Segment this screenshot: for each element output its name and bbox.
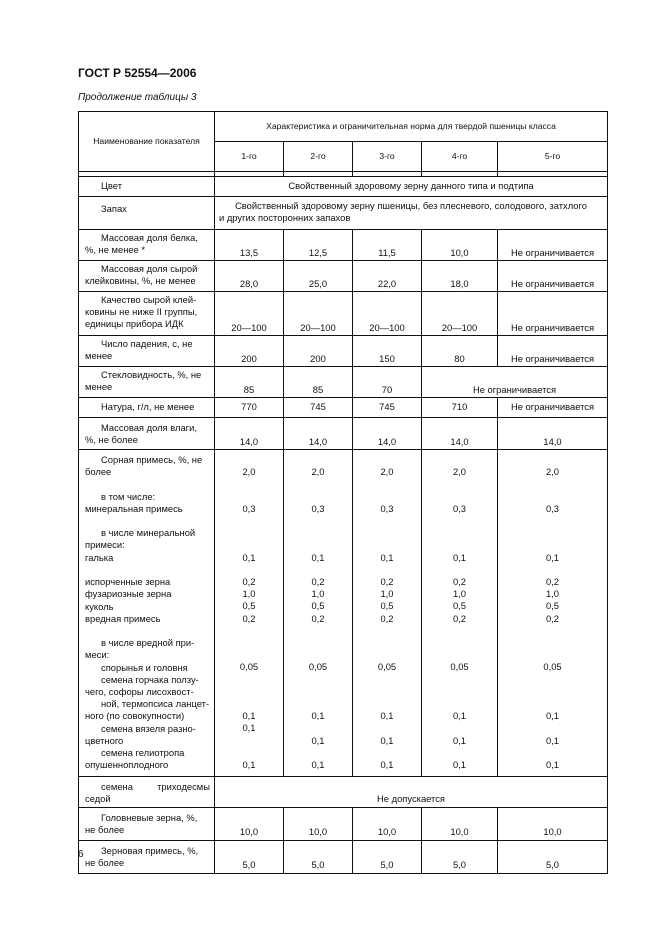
value-line: 0,2 <box>545 575 560 587</box>
row-name <box>79 261 215 292</box>
value-line <box>284 686 352 698</box>
cell-class-3: 14,0 <box>353 418 422 450</box>
cell-class-3: 5,0 <box>353 840 422 873</box>
value-line <box>284 674 352 686</box>
value-line <box>498 747 607 759</box>
cell-class-2: 745 <box>284 398 353 418</box>
value-line: 0,1 <box>311 710 325 722</box>
value-line: 0,2 <box>380 612 394 624</box>
cell-class-3: 150 <box>353 336 422 367</box>
value-line <box>498 698 607 710</box>
table-row <box>79 776 608 807</box>
name-line: клейковины, %, не менее <box>85 275 196 287</box>
value-line: 0,1 <box>311 734 325 746</box>
value-line <box>353 637 421 649</box>
cell-class-2: 85 <box>284 367 353 398</box>
name-line: Сорная примесь, %, не <box>101 454 203 465</box>
name-line: семена триходесмы <box>101 780 210 792</box>
name-line: седой <box>85 792 111 804</box>
name-line: фузариозные зерна <box>85 588 172 600</box>
value-line: 0,1 <box>380 734 394 746</box>
cell-class-5: Не ограничивается <box>498 336 608 367</box>
cell-class-5: Не ограничивается <box>498 292 608 336</box>
value-line: 0,05 <box>450 661 469 673</box>
value-line: 1,0 <box>311 588 325 600</box>
cell-class-5 <box>498 450 608 777</box>
value-line: 2,0 <box>452 466 467 478</box>
name-line: семена вязеля разно- <box>101 722 196 734</box>
value-line <box>215 747 283 759</box>
value-line <box>422 674 497 686</box>
value-line: 0,2 <box>545 612 560 624</box>
name-line: галька <box>85 551 114 563</box>
name-line: примеси: <box>85 539 125 551</box>
table-row <box>79 336 608 367</box>
value-line: 0,1 <box>452 551 467 563</box>
name-line: не более <box>85 856 125 868</box>
value-line <box>215 674 283 686</box>
quality-table <box>78 111 608 874</box>
cell-class-5: 10,0 <box>498 807 608 840</box>
value-line <box>215 539 283 551</box>
value-line: 0,1 <box>452 734 467 746</box>
value-line <box>353 625 421 637</box>
value-line <box>284 527 352 539</box>
cell-class-2: 20—100 <box>284 292 353 336</box>
name-line: ковины не ниже II группы, <box>85 306 198 318</box>
table-row <box>79 292 608 336</box>
value-line <box>498 539 607 551</box>
value-line: 0,1 <box>545 734 560 746</box>
name-line: ного (по совокупности) <box>85 710 185 722</box>
name-line: Стекловидность, %, не <box>101 369 202 380</box>
value-line <box>284 649 352 661</box>
name-line: куколь <box>85 600 114 612</box>
value-line <box>498 637 607 649</box>
row-span-value: Свойственный здоровому зерну данного типа и подтипа <box>215 177 608 197</box>
cell-class-5: Не ограничивается <box>498 261 608 292</box>
name-line <box>85 478 210 490</box>
cell-class-5: 5,0 <box>498 840 608 873</box>
value-line: 0,05 <box>377 661 397 673</box>
value-line <box>215 515 283 527</box>
value-line: 0,05 <box>239 661 259 673</box>
cell-class-4: 20—100 <box>422 292 498 336</box>
value-line <box>422 454 497 466</box>
value-line: 0,2 <box>242 575 256 587</box>
cell-class-5: 14,0 <box>498 418 608 450</box>
value-line: 0,1 <box>452 710 467 722</box>
row-name: Цвет <box>79 177 215 197</box>
value-line <box>422 491 497 503</box>
cell-class-4 <box>422 450 498 777</box>
value-line <box>422 747 497 759</box>
header-group: Характеристика и ограничительная норма для твердой пшеницы класса <box>215 112 608 142</box>
value-line: 2,0 <box>545 466 560 478</box>
row-name: Запах <box>79 197 215 230</box>
cell-class-1 <box>215 450 284 777</box>
cell-class-2: 200 <box>284 336 353 367</box>
value-line <box>215 698 283 710</box>
cell-class-2: 14,0 <box>284 418 353 450</box>
value-line: 0,3 <box>242 502 256 514</box>
value-line <box>498 564 607 576</box>
table-row <box>79 197 608 230</box>
cell-class-2: 25,0 <box>284 261 353 292</box>
name-line: спорынья и головня <box>101 661 188 673</box>
value-line <box>353 491 421 503</box>
name-line <box>85 515 210 527</box>
name-line: цветного <box>85 734 124 746</box>
value-line <box>353 649 421 661</box>
value-line <box>422 515 497 527</box>
value-line: 0,1 <box>242 722 256 734</box>
value-line: 0,3 <box>311 502 325 514</box>
value-line: 0,1 <box>380 710 394 722</box>
value-line <box>284 722 352 734</box>
value-line <box>498 625 607 637</box>
name-line: менее <box>85 350 113 362</box>
page-number: 6 <box>78 849 84 860</box>
value-line <box>422 527 497 539</box>
cell-class-3: 11,5 <box>353 230 422 261</box>
cell-class-2: 10,0 <box>284 807 353 840</box>
value-line: 0,1 <box>452 759 467 770</box>
value-line: 0,5 <box>311 600 325 612</box>
value-line: 0,3 <box>545 502 560 514</box>
row-name <box>79 840 215 873</box>
value-line <box>422 564 497 576</box>
cell-class-4: 14,0 <box>422 418 498 450</box>
name-line: Качество сырой клей- <box>101 294 197 305</box>
value-line: 0,2 <box>311 612 325 624</box>
value-line <box>353 564 421 576</box>
value-line <box>284 637 352 649</box>
cell-class-1: 28,0 <box>215 261 284 292</box>
cell-class-5: Не ограничивается <box>498 230 608 261</box>
name-line: не более <box>85 823 125 835</box>
value-line: 2,0 <box>380 466 394 478</box>
cell-class-1: 200 <box>215 336 284 367</box>
cell-class-3: 22,0 <box>353 261 422 292</box>
cell-class-4: 710 <box>422 398 498 418</box>
row-name <box>79 450 215 777</box>
cell-class-2: 5,0 <box>284 840 353 873</box>
name-line: Массовая доля влаги, <box>101 422 197 433</box>
name-line: чего, софоры лисохвост- <box>85 686 194 698</box>
value-line: 1,0 <box>452 588 467 600</box>
value-line: 0,5 <box>545 600 560 612</box>
value-line <box>284 478 352 490</box>
name-line: менее <box>85 381 113 393</box>
value-line <box>422 637 497 649</box>
value-line <box>353 515 421 527</box>
value-line: 1,0 <box>380 588 394 600</box>
name-line: меси: <box>85 649 110 661</box>
value-line: 0,1 <box>311 759 325 770</box>
value-line <box>498 491 607 503</box>
cell-class-1: 5,0 <box>215 840 284 873</box>
name-line: испорченные зерна <box>85 576 171 588</box>
value-line <box>353 698 421 710</box>
value-line <box>353 747 421 759</box>
cell-class-4: 10,0 <box>422 807 498 840</box>
value-line: 0,1 <box>380 551 394 563</box>
cell-class-4: 5,0 <box>422 840 498 873</box>
table-row <box>79 177 608 197</box>
value-line: 0,1 <box>380 759 394 770</box>
value-line <box>498 674 607 686</box>
value-line: 0,5 <box>452 600 467 612</box>
value-line <box>422 698 497 710</box>
value-line: 0,1 <box>311 551 325 563</box>
value-line <box>422 686 497 698</box>
value-line: 0,2 <box>452 575 467 587</box>
value-line: 0,2 <box>380 575 394 587</box>
table-row <box>79 418 608 450</box>
table-row <box>79 840 608 873</box>
name-line: Число падения, с, не <box>101 338 193 349</box>
value-line: 0,2 <box>242 612 256 624</box>
value-line <box>215 735 283 747</box>
table-row <box>79 398 608 418</box>
name-line: %, не менее * <box>85 244 146 256</box>
cell-class-1: 14,0 <box>215 418 284 450</box>
name-line <box>85 625 210 637</box>
value-line: 0,3 <box>452 502 467 514</box>
value-line <box>422 649 497 661</box>
value-line <box>422 539 497 551</box>
header-class-4: 4-го <box>422 142 498 172</box>
cell-class-3: 20—100 <box>353 292 422 336</box>
value-line: 0,05 <box>308 661 328 673</box>
name-line: Массовая доля сырой <box>101 263 198 274</box>
value-line <box>215 478 283 490</box>
table-row <box>79 807 608 840</box>
value-line: 0,1 <box>545 551 560 563</box>
name-line: ной, термопсиса ланцет- <box>101 698 210 710</box>
value-line <box>215 454 283 466</box>
name-line: семена горчака ползу- <box>101 673 199 685</box>
smell-line-1: Свойственный здоровому зерну пшеницы, без плесневого, солодового, затхлого <box>235 200 587 211</box>
header-name-col: Наименование показателя <box>79 112 215 172</box>
value-line <box>498 478 607 490</box>
value-line: 2,0 <box>311 466 325 478</box>
value-line: 0,1 <box>545 710 560 722</box>
value-line: 0,05 <box>543 661 562 673</box>
smell-line-2: и других посторонних запахов <box>219 212 351 224</box>
value-line <box>498 722 607 734</box>
value-line <box>498 454 607 466</box>
value-line <box>215 625 283 637</box>
value-line <box>284 747 352 759</box>
row-span-value: Не допускается <box>215 776 608 807</box>
row-name <box>79 336 215 367</box>
header-class-5: 5-го <box>498 142 608 172</box>
name-line: Зерновая примесь, %, <box>101 844 199 856</box>
table-row <box>79 230 608 261</box>
value-line: 0,2 <box>452 612 467 624</box>
cell-class-3: 745 <box>353 398 422 418</box>
value-line <box>498 527 607 539</box>
row-name <box>79 292 215 336</box>
row-name <box>79 230 215 261</box>
row-span-value <box>215 197 608 230</box>
cell-class-3 <box>353 450 422 777</box>
cell-class-4: 80 <box>422 336 498 367</box>
name-line: %, не более <box>85 434 138 446</box>
cell-class-4-5: Не ограничивается <box>422 367 608 398</box>
cell-class-1: 10,0 <box>215 807 284 840</box>
name-line: в том числе: <box>101 490 156 502</box>
row-name <box>79 418 215 450</box>
value-line <box>498 515 607 527</box>
value-line <box>353 539 421 551</box>
value-line <box>353 454 421 466</box>
value-line <box>353 674 421 686</box>
row-name: Натура, г/л, не менее <box>79 398 215 418</box>
name-line: единицы прибора ИДК <box>85 318 184 330</box>
value-line <box>284 454 352 466</box>
name-line: семена гелиотропа <box>101 747 185 759</box>
row-name <box>79 776 215 807</box>
value-line <box>284 491 352 503</box>
name-line: вредная примесь <box>85 612 161 624</box>
value-line <box>215 564 283 576</box>
name-line: в числе минеральной <box>101 527 196 539</box>
value-line <box>215 491 283 503</box>
table-row-weed <box>79 450 608 777</box>
value-line <box>215 527 283 539</box>
name-line <box>85 564 210 576</box>
value-line: 0,2 <box>311 575 325 587</box>
value-line: 1,0 <box>242 588 256 600</box>
table-caption: Продолжение таблицы 3 <box>78 92 197 103</box>
value-line: 0,5 <box>380 600 394 612</box>
cell-class-1: 20—100 <box>215 292 284 336</box>
cell-class-1: 770 <box>215 398 284 418</box>
cell-class-4: 10,0 <box>422 230 498 261</box>
value-line <box>215 686 283 698</box>
cell-class-4: 18,0 <box>422 261 498 292</box>
value-line <box>215 637 283 649</box>
header-row <box>79 112 608 142</box>
value-line <box>284 625 352 637</box>
value-line <box>498 649 607 661</box>
row-name <box>79 367 215 398</box>
value-line: 0,1 <box>242 759 256 770</box>
value-line: 0,1 <box>242 551 256 563</box>
name-line: Головневые зерна, %, <box>101 811 198 823</box>
name-line: опушенноплодного <box>85 759 169 771</box>
value-line <box>215 649 283 661</box>
value-line <box>422 478 497 490</box>
cell-class-3: 70 <box>353 367 422 398</box>
header-class-2: 2-го <box>284 142 353 172</box>
cell-class-2: 12,5 <box>284 230 353 261</box>
value-line: 0,3 <box>380 502 394 514</box>
table-row <box>79 367 608 398</box>
cell-class-5: Не ограничивается <box>498 398 608 418</box>
header-class-1: 1-го <box>215 142 284 172</box>
value-line <box>284 515 352 527</box>
value-line: 0,1 <box>545 759 560 770</box>
value-line: 1,0 <box>545 588 560 600</box>
cell-class-1: 13,5 <box>215 230 284 261</box>
header-class-3: 3-го <box>353 142 422 172</box>
value-line: 0,1 <box>242 710 256 722</box>
value-line: 2,0 <box>242 466 256 478</box>
name-line: в числе вредной при- <box>101 637 195 649</box>
cell-class-1: 85 <box>215 367 284 398</box>
row-name <box>79 807 215 840</box>
document-title: ГОСТ Р 52554—2006 <box>78 66 197 80</box>
value-line: 0,5 <box>242 600 256 612</box>
name-line: более <box>85 466 112 478</box>
name-line: Массовая доля белка, <box>101 232 198 243</box>
value-line <box>284 698 352 710</box>
value-line <box>284 564 352 576</box>
value-line <box>353 722 421 734</box>
cell-class-2 <box>284 450 353 777</box>
cell-class-3: 10,0 <box>353 807 422 840</box>
value-line <box>422 625 497 637</box>
value-line <box>284 539 352 551</box>
value-line <box>353 527 421 539</box>
value-line <box>422 722 497 734</box>
value-line <box>353 686 421 698</box>
value-line <box>498 686 607 698</box>
table-row <box>79 261 608 292</box>
name-line: минеральная примесь <box>85 502 183 514</box>
value-line <box>353 478 421 490</box>
